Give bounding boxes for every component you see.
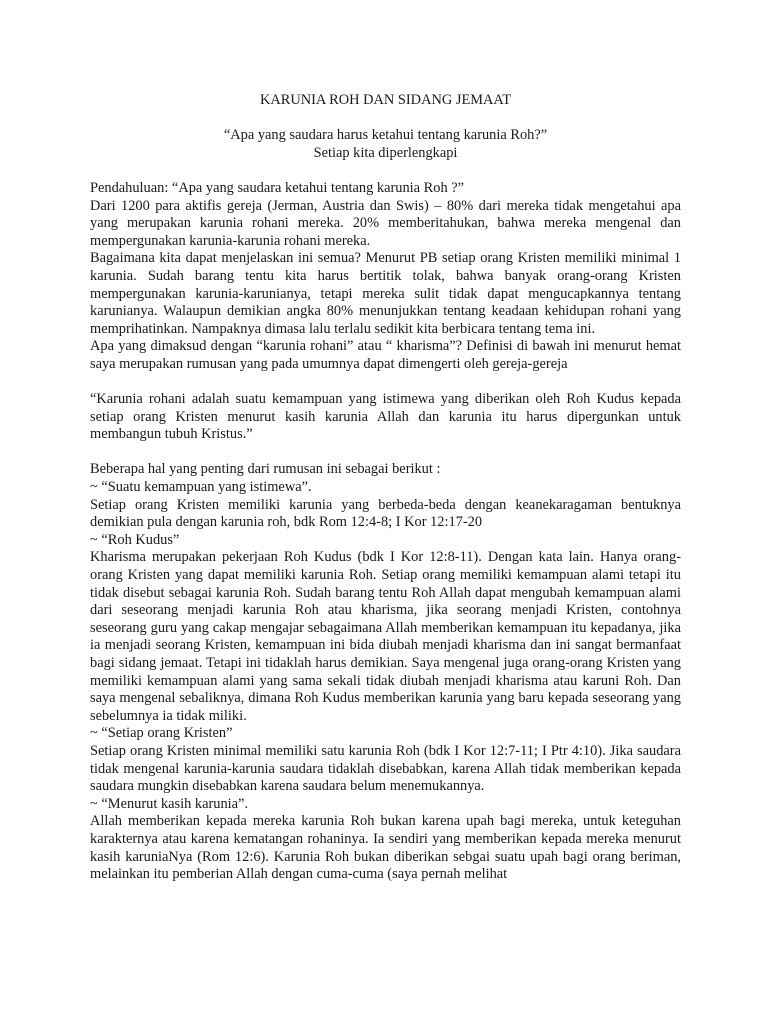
spacer <box>90 444 681 462</box>
paragraph-explanation: Bagaimana kita dapat menjelaskan ini semua? Menurut PB setiap orang Kristen memiliki minimal 1 karunia. Sudah barang tentu kita harus bertitik tolak, bahwa banyak orang-orang Kristen mempergunakan karunia-karunianya, tetapi mereka sulit tidak dapat mengucapkannya tentang karunianya. Walaupun demikian angka 80% menunjukkan tentang keadaan kehidupan rohani yang memprihatinkan. Nampaknya dimasa lalu terlalu sedikit kita berbicara tentang tema ini. <box>90 250 681 337</box>
point-4-heading: ~ “Menurut kasih karunia”. <box>90 795 249 812</box>
definition-quote: “Karunia rohani adalah suatu kemampuan yang istimewa yang diberikan oleh Roh Kudus kepada setiap orang Kristen menurut kasih karunia Allah dan karunia itu harus dipergunkan untuk membangun tubuh Kristus.” <box>90 391 681 443</box>
point-2-text: Kharisma merupakan pekerjaan Roh Kudus (bdk I Kor 12:8-11). Dengan kata lain. Hanya orang-orang Kristen yang dapat memiliki karunia Roh. Setiap orang memiliki kemampuan alami tetapi itu tidak disebut sebagai karunia Roh. Sudah barang tentu Roh Allah dapat mengubah kemampuan alami dari seseorang menjadi karunia Roh atau kharisma, jika seorang menjadi Kristen, contohnya seseorang guru yang cakap mengajar sebagaimana Allah memberikan kemampuan itu kepadanya, jika ia menjadi seorang Kristen, kemampuan ini bida diubah menjadi kharisma dan ini sangat bermanfaat bagi sidang jemaat. Tetapi ini tidaklah harus demikian. Saya mengenal juga orang-orang Kristen yang memiliki kemampuan alami yang sama sekali tidak diubah menjadi kharisma atau karuni Roh. Dan saya mengenal sebaliknya, dimana Roh Kudus memberikan karunia yang baru kepada seseorang yang sebelumnya ia tidak miliki. <box>90 549 681 724</box>
spacer <box>90 374 681 392</box>
spacer <box>90 162 681 180</box>
point-3-heading: ~ “Setiap orang Kristen” <box>90 725 233 742</box>
point-4-text: Allah memberikan kepada mereka karunia Roh bukan karena upah bagi mereka, untuk keteguhan karakternya atau karena kematangan rohaninya. Ia sendiri yang memberikan kepada mereka menurut kasih karuniaNya (Rom 12:6). Karunia Roh bukan diberikan sebgai suatu upah bagi orang beriman, melainkan itu pemberian Allah dengan cuma-cuma (saya pernah melihat <box>90 813 681 883</box>
document-subtitle-tagline: Setiap kita diperlengkapi <box>313 144 458 161</box>
paragraph-definition-question: Apa yang dimaksud dengan “karunia rohani” atau “ kharisma”? Definisi di bawah ini menurut hemat saya merupakan rumusan yang pada umumnya dapat dimengerti oleh gereja-gereja <box>90 338 681 372</box>
document-subtitle-question: “Apa yang saudara harus ketahui tentang karunia Roh?” <box>223 127 548 144</box>
point-1-heading: ~ “Suatu kemampuan yang istimewa”. <box>90 479 312 496</box>
document-page <box>90 92 681 884</box>
paragraph-survey: Dari 1200 para aktifis gereja (Jerman, Austria dan Swis) – 80% dari mereka tidak mengetahui apa yang merupakan karunia rohani mereka. 20% memberitahukan, bahwa mereka mengenal dan mempergunakan karunia-karunia rohani mereka. <box>90 197 681 249</box>
intro-heading: Pendahuluan: “Apa yang saudara ketahui tentang karunia Roh ?” <box>90 179 465 196</box>
points-intro: Beberapa hal yang penting dari rumusan ini sebagai berikut : <box>90 461 441 478</box>
point-3-text: Setiap orang Kristen minimal memiliki satu karunia Roh (bdk I Kor 12:7-11; I Ptr 4:10). Jika saudara tidak mengenal karunia-karunia saudara tidaklah disebabkan, karena Allah tidak memberikan kepada saudara mungkin disebabkan karena saudara belum menemukannya. <box>90 742 681 795</box>
point-2-heading: ~ “Roh Kudus” <box>90 531 180 548</box>
point-1-text: Setiap orang Kristen memiliki karunia yang berbeda-beda dengan keanekaragaman bentuknya demikian pula dengan karunia roh, bdk Rom 12:4-8; I Kor 12:17-20 <box>90 496 681 531</box>
document-title: KARUNIA ROH DAN SIDANG JEMAAT <box>259 92 512 108</box>
